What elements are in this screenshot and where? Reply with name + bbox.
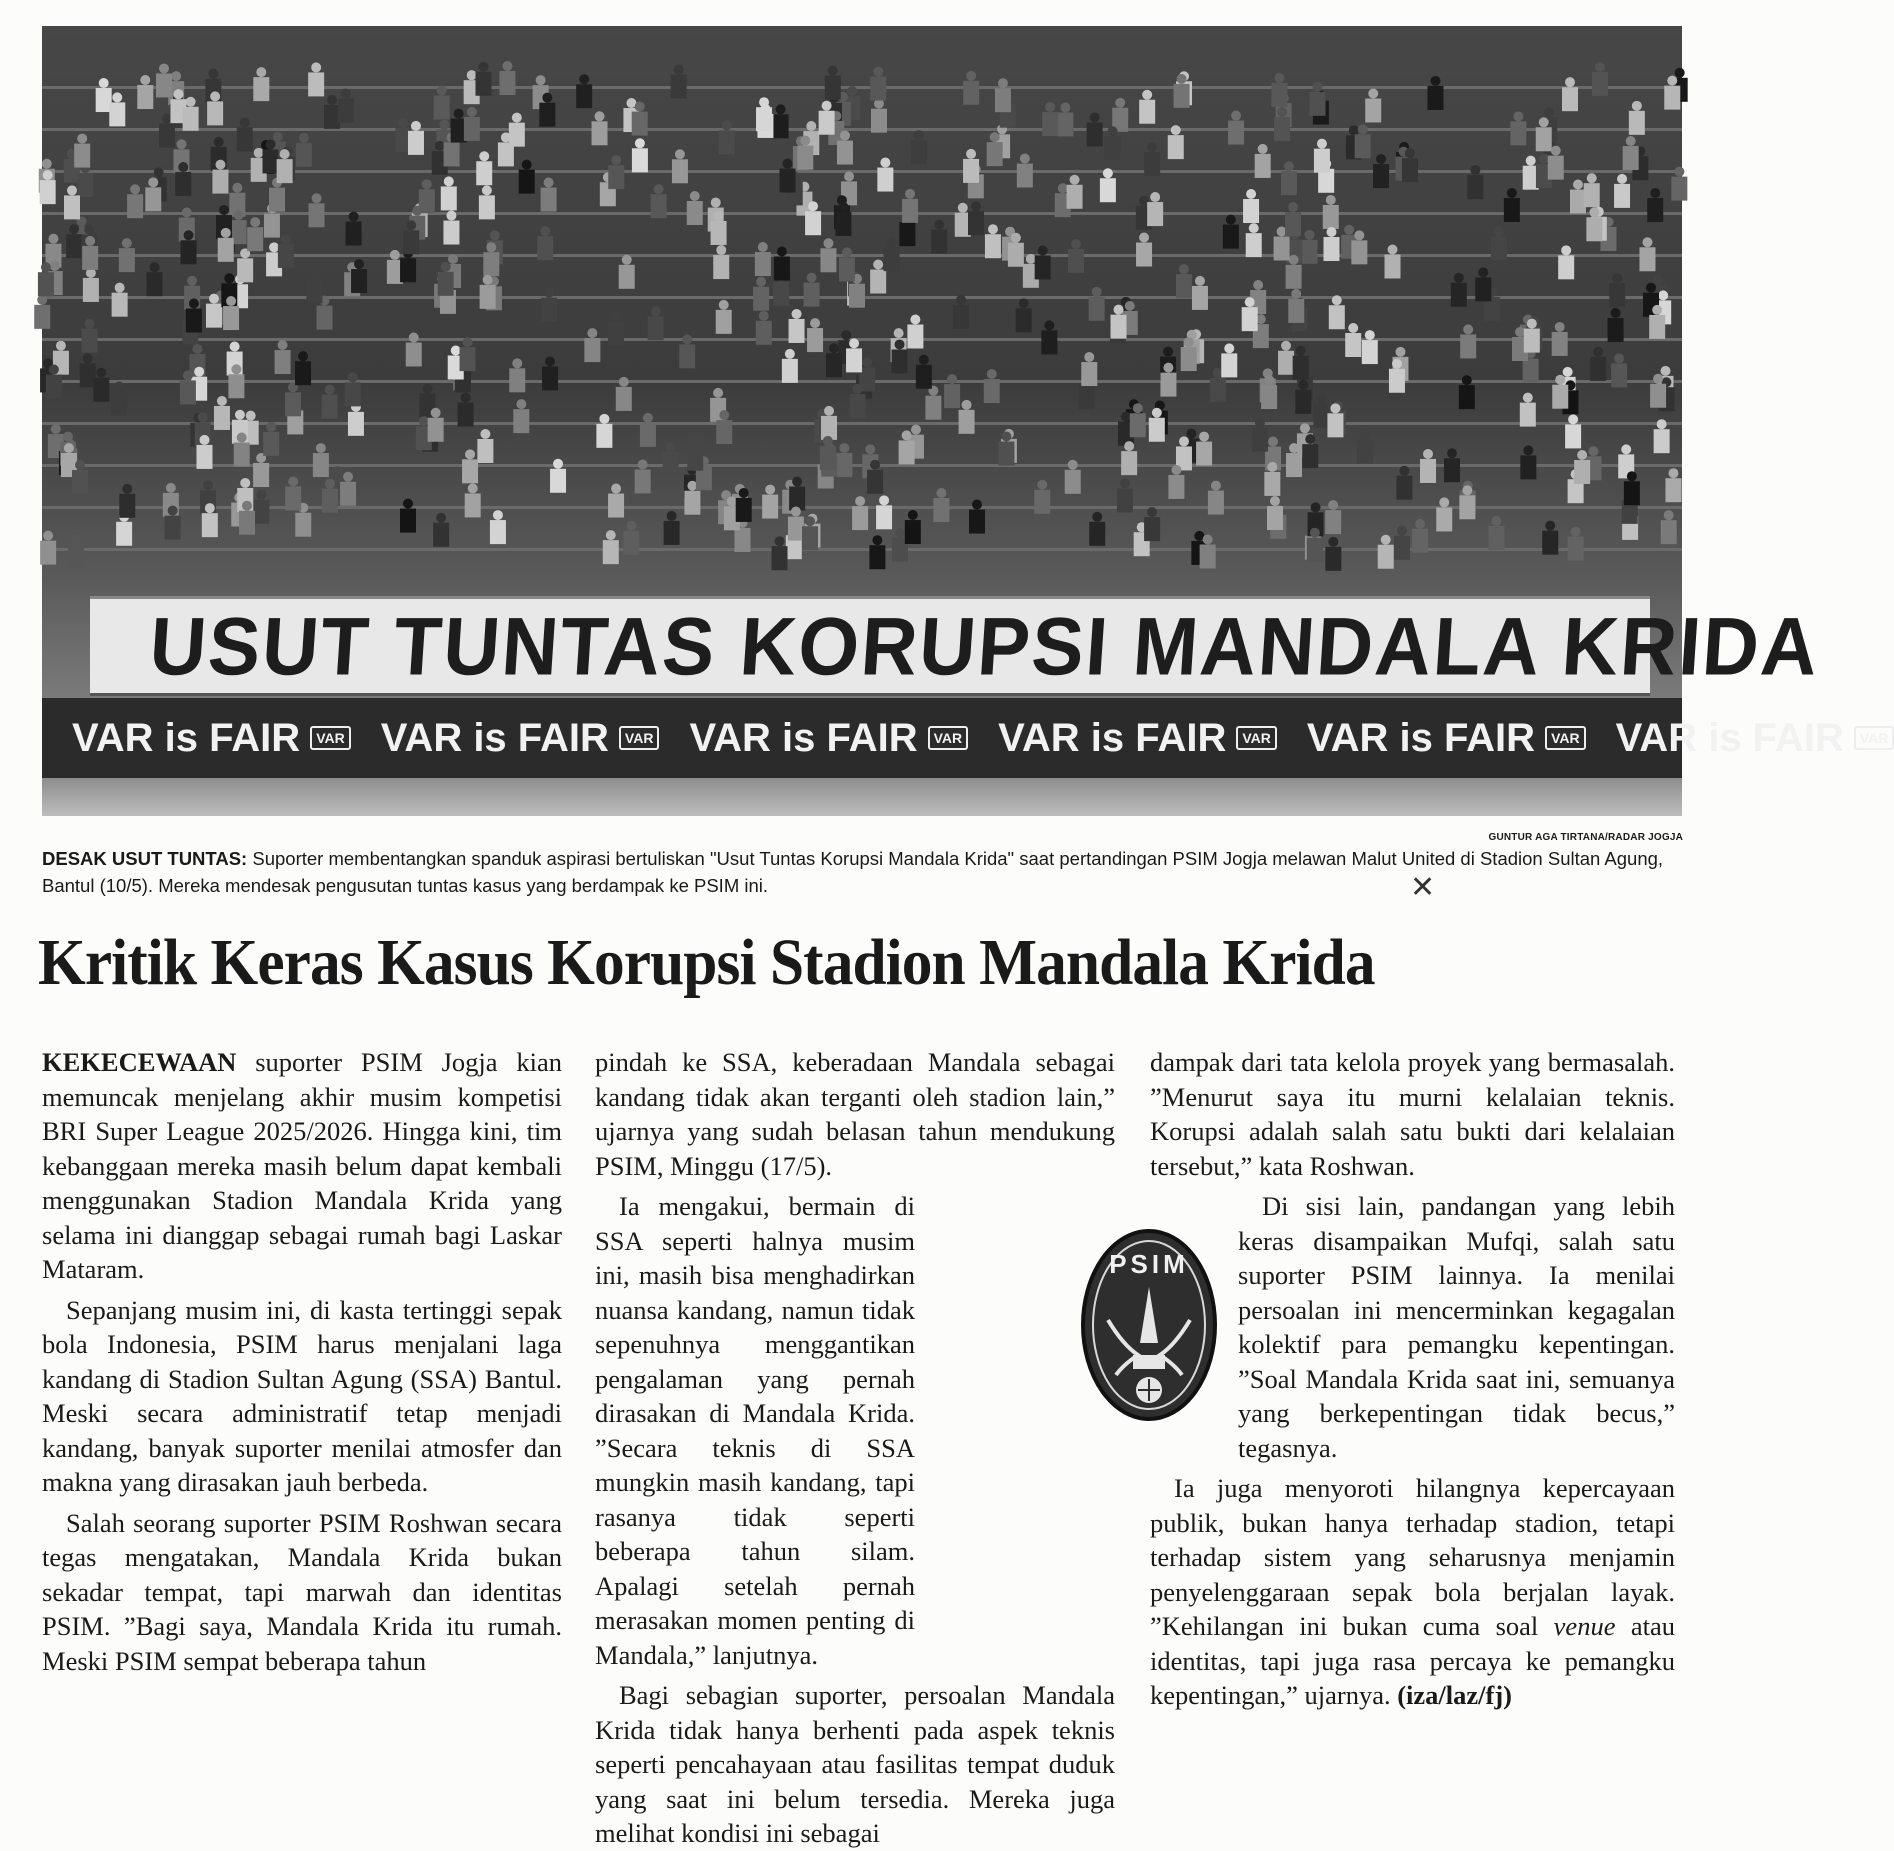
paragraph: Ia mengakui, bermain di SSA seperti halnya musim ini, masih bisa menghadirkan nuansa kandang, namun tidak sepenuhnya menggantikan pengalaman yang pernah dirasakan di Mandala Krida. ”Secara teknis di SSA mungkin masih kandang, tapi rasanya tidak seperti beberapa tahun silam. Apalagi setelah pernah merasakan momen penting di Mandala,” lanjutnya. bbox=[595, 1191, 915, 1670]
var-is-fair-board bbox=[1307, 716, 1586, 761]
banner-text: USUT TUNTAS KORUPSI MANDALA KRIDA bbox=[146, 599, 1823, 692]
photo-caption bbox=[42, 845, 1682, 899]
paragraph bbox=[42, 1045, 562, 1287]
paragraph: Bagi sebagian suporter, persoalan Mandala Krida tidak hanya berhenti pada aspek teknis seperti pencahayaan atau fasilitas tempat duduk yang saat ini belum tersedia. Mereka juga melihat kondisi ini sebagai bbox=[595, 1680, 1115, 1848]
logo-text: PSIM bbox=[1109, 1249, 1189, 1279]
paragraph: Di sisi lain, pandangan yang lebih keras disampaikan Mufqi, salah satu suporter PSIM lainnya. Ia menilai persoalan ini mencerminkan kegagalan kolektif para pemangku kepentingan. ”Soal Mandala Krida saat ini, semuanya yang berkepentingan tidak becus,” tegasnya. bbox=[1238, 1191, 1675, 1463]
advertising-boards bbox=[42, 698, 1889, 778]
headline: Kritik Keras Kasus Korupsi Stadion Mandala Krida bbox=[38, 926, 1375, 999]
var-is-fair-board bbox=[998, 716, 1277, 761]
var-is-fair-board bbox=[72, 716, 351, 761]
crowd-stands-graphic bbox=[42, 26, 1682, 606]
paragraph: Salah seorang suporter PSIM Roshwan secara tegas mengatakan, Mandala Krida bukan sekadar tempat, tapi marwah dan identitas PSIM. ”Bagi saya, Mandala Krida itu rumah. Meski PSIM sempat beberapa tahun bbox=[42, 1507, 562, 1676]
paragraph-text: Ia juga menyoroti hilangnya kepercayaan publik, bukan hanya terhadap stadion, tetapi terhadap sistem yang seharusnya menjamin penyelenggaraan sepak bola berjalan layak. ”Kehilangan ini bukan cuma soal bbox=[1150, 1473, 1675, 1641]
paragraph bbox=[1150, 1471, 1675, 1713]
var-is-fair-board bbox=[689, 716, 968, 761]
article-column-2 bbox=[595, 1045, 1115, 1851]
author-signoff: (iza/laz/fj) bbox=[1397, 1680, 1513, 1710]
photo-credit: GUNTUR AGA TIRTANA/RADAR JOGJA bbox=[1488, 832, 1683, 843]
var-is-fair-board bbox=[381, 716, 660, 761]
article-column-1 bbox=[42, 1045, 562, 1678]
var-badge: VAR bbox=[619, 726, 660, 750]
var-badge: VAR bbox=[1236, 726, 1277, 750]
var-badge: VAR bbox=[1854, 726, 1894, 750]
var-is-fair-board bbox=[1616, 716, 1894, 761]
board-text: VAR is FAIR bbox=[1306, 715, 1536, 760]
board-text: VAR is FAIR bbox=[689, 715, 918, 760]
board-text: VAR is FAIR bbox=[72, 715, 301, 760]
article-column-3 bbox=[1150, 1045, 1675, 1713]
italic-word: venue bbox=[1553, 1611, 1616, 1641]
protest-banner bbox=[90, 596, 1823, 696]
paragraph: Sepanjang musim ini, di kasta tertinggi sepak bola Indonesia, PSIM harus menjalani laga kandang di Stadion Sultan Agung (SSA) Bantul. Meski secara administratif tetap menjadi kandang, banyak suporter menilai atmosfer dan makna yang dirasakan jauh berbeda. bbox=[42, 1294, 562, 1497]
caption-text: Suporter membentangkan spanduk aspirasi bertuliskan "Usut Tuntas Korupsi Mandala Krida" saat pertandingan PSIM Jogja melawan Malut United di Stadion Sultan Agung, Bantul (10/5). Mereka mendesak pengusutan tuntas kasus yang berdampak ke PSIM ini. bbox=[42, 848, 1664, 896]
board-text: VAR is FAIR bbox=[998, 715, 1227, 760]
caption-label: DESAK USUT TUNTAS: bbox=[42, 848, 248, 869]
board-text: VAR is FAIR bbox=[1615, 715, 1844, 760]
paragraph: dampak dari tata kelola proyek yang bermasalah. ”Menurut saya itu murni kelalaian teknis. Korupsi adalah salah satu bukti dari kelalaian tersebut,” kata Roshwan. bbox=[1150, 1047, 1675, 1181]
paragraph: pindah ke SSA, keberadaan Mandala sebagai kandang tidak akan terganti oleh stadion lain,” ujarnya yang sudah belasan tahun mendukung PSIM, Minggu (17/5). bbox=[595, 1047, 1115, 1181]
var-badge: VAR bbox=[310, 726, 351, 750]
lead-word: KEKECEWAAN bbox=[42, 1047, 237, 1077]
var-badge: VAR bbox=[1545, 726, 1586, 750]
var-badge: VAR bbox=[928, 726, 969, 750]
stadium-photo bbox=[42, 26, 1889, 816]
handwritten-check-mark: ✕ bbox=[1410, 871, 1436, 904]
pitch-edge bbox=[42, 778, 1682, 816]
paragraph-text: atau identitas, tapi juga rasa percaya ke pemangku kepentingan,” ujarnya. bbox=[1150, 1611, 1675, 1710]
paragraph-text: suporter PSIM Jogja kian memuncak menjelang akhir musim kompetisi BRI Super League 2025/2026. Hingga kini, tim kebanggaan mereka masih belum dapat kembali menggunakan Stadion Mandala Krida yang selama ini dianggap sebagai rumah bagi Laskar Mataram. bbox=[42, 1047, 563, 1284]
board-text: VAR is FAIR bbox=[380, 715, 609, 760]
